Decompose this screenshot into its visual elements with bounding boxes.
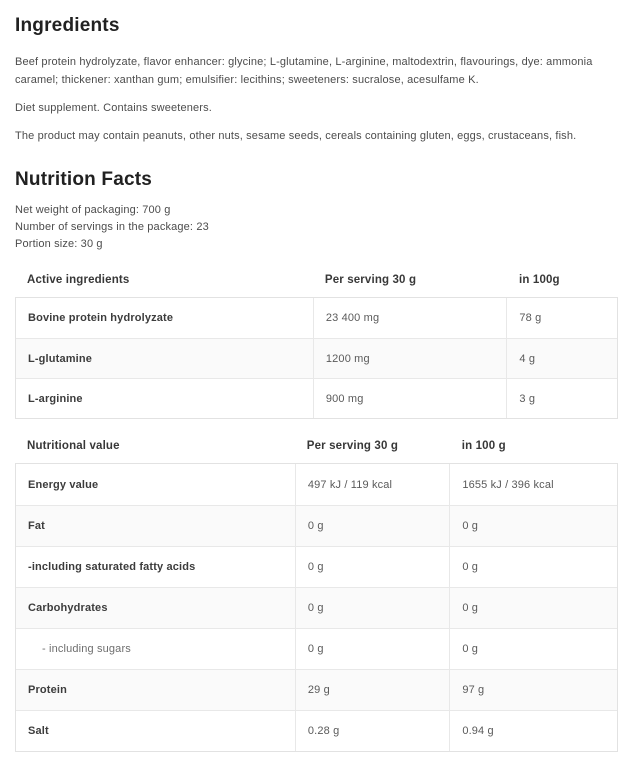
allergen-note-text: The product may contain peanuts, other nuts, sesame seeds, cereals containing gluten, eggs, crustaceans, fish. [15,130,577,142]
per-100g-cell: 0 g [449,588,617,628]
nutrient-name-cell: -including saturated fatty acids [28,561,196,573]
per-serving-cell: 497 kJ / 119 kcal [295,464,449,505]
table-row [16,628,617,669]
nutrition-facts-title: Nutrition Facts [15,169,153,190]
per-100g-cell: 0 g [449,547,617,587]
per-serving-cell: 0 g [295,588,449,628]
column-header: Per serving 30 g [306,440,399,452]
column-header: Active ingredients [27,274,130,286]
portion-size-text: Portion size: 30 g [15,238,103,250]
nutrient-name-cell: Salt [28,725,49,737]
per-serving-cell: 0 g [295,547,449,587]
supplement-note-text: Diet supplement. Contains sweeteners. [15,102,212,114]
servings-count-text: Number of servings in the package: 23 [15,221,209,233]
table-row [16,505,617,546]
active-ingredients-table-header [15,274,618,286]
per-serving-cell: 23 400 mg [313,298,507,338]
package-info [15,202,618,253]
ingredients-composition-text: Beef protein hydrolyzate, flavor enhancer: glycine; L-glutamine, L-arginine, maltodextrin, flavourings, dye: ammonia caramel; thickener: xanthan gum; emulsifier: lecithins; sweeteners: sucralose, acesulfame K. [15,56,593,86]
ingredient-name-cell: L-glutamine [28,352,92,365]
ingredient-name-cell: Bovine protein hydrolyzate [28,312,174,324]
per-serving-cell: 1200 mg [313,339,507,378]
per-100g-cell: 78 g [506,298,617,338]
nutrient-name-cell: Carbohydrates [28,602,108,614]
table-row [16,298,617,338]
column-header: Per serving 30 g [324,274,417,286]
per-100g-cell: 0.94 g [449,711,617,751]
per-100g-cell: 0 g [449,629,617,669]
per-serving-cell: 0 g [295,629,449,669]
table-row [16,464,617,505]
column-header: Nutritional value [27,440,120,452]
ingredient-name-cell: L-arginine [28,392,83,405]
column-header: in 100g [519,274,560,286]
nutrient-name-cell: Fat [28,520,45,532]
per-100g-cell: 4 g [506,339,617,378]
nutritional-value-table-header [15,440,618,452]
table-row [16,587,617,628]
per-serving-cell: 0.28 g [295,711,449,751]
nutrient-name-cell: - including sugars [42,643,131,655]
per-100g-cell: 1655 kJ / 396 kcal [449,464,617,505]
table-row [16,338,617,378]
ingredients-title: Ingredients [15,15,120,36]
table-row [16,710,617,751]
net-weight-text: Net weight of packaging: 700 g [15,204,171,216]
per-serving-cell: 29 g [295,670,449,710]
nutrient-name-cell: Energy value [28,478,99,491]
nutrient-name-cell: Protein [28,684,67,696]
table-row [16,378,617,418]
table-row [16,669,617,710]
per-100g-cell: 0 g [449,506,617,546]
table-row [16,546,617,587]
column-header: in 100 g [461,440,506,452]
per-serving-cell: 0 g [295,506,449,546]
per-100g-cell: 97 g [449,670,617,710]
active-ingredients-table [15,297,618,419]
per-serving-cell: 900 mg [313,379,507,418]
nutritional-value-table [15,463,618,752]
per-100g-cell: 3 g [506,379,617,418]
